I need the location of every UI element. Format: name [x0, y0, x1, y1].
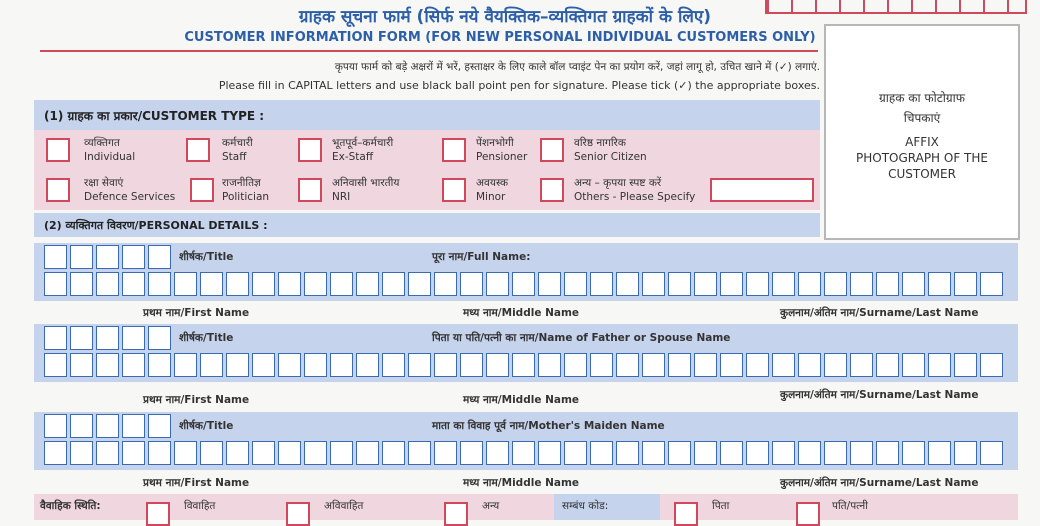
char-cell[interactable]: [356, 441, 379, 465]
char-cell[interactable]: [382, 272, 405, 296]
first-name-label: प्रथम नाम/First Name: [143, 394, 250, 406]
char-cell[interactable]: [746, 272, 769, 296]
title-cells[interactable]: [44, 326, 174, 350]
char-cell[interactable]: [460, 272, 483, 296]
father-checkbox[interactable]: [674, 502, 698, 526]
char-cell[interactable]: [174, 272, 197, 296]
char-cell[interactable]: [798, 441, 821, 465]
char-cell[interactable]: [330, 353, 353, 377]
char-cell[interactable]: [980, 441, 1003, 465]
marital-status-label: वैवाहिक स्थिति:: [40, 500, 101, 512]
title-cells[interactable]: [44, 414, 174, 438]
form-title-english: CUSTOMER INFORMATION FORM (FOR NEW PERSONAL INDIVIDUAL CUSTOMERS ONLY): [184, 30, 816, 45]
char-cell[interactable]: [252, 272, 275, 296]
char-cell[interactable]: [96, 272, 119, 296]
char-cell[interactable]: [590, 353, 613, 377]
unmarried-checkbox[interactable]: [286, 502, 310, 526]
surname-label: कुलनाम/अंतिम नाम/Surname/Last Name: [780, 307, 979, 319]
char-cell[interactable]: [96, 353, 119, 377]
char-cell[interactable]: [70, 272, 93, 296]
char-cell[interactable]: [850, 353, 873, 377]
char-cell[interactable]: [278, 272, 301, 296]
father-spouse-cells[interactable]: [44, 353, 1006, 377]
others-specify-field[interactable]: [710, 178, 814, 202]
char-cell[interactable]: [954, 353, 977, 377]
char-cell[interactable]: [616, 272, 639, 296]
char-cell[interactable]: [642, 353, 665, 377]
checkbox[interactable]: [46, 178, 70, 202]
char-cell[interactable]: [434, 353, 457, 377]
char-cell[interactable]: [850, 272, 873, 296]
full-name-label: पूरा नाम/Full Name:: [432, 251, 531, 263]
char-cell[interactable]: [486, 272, 509, 296]
char-cell[interactable]: [148, 441, 171, 465]
char-cell[interactable]: [382, 441, 405, 465]
char-cell[interactable]: [148, 353, 171, 377]
char-cell[interactable]: [798, 353, 821, 377]
char-cell[interactable]: [122, 441, 145, 465]
middle-name-label: मध्य नाम/Middle Name: [463, 307, 580, 319]
char-cell[interactable]: [928, 272, 951, 296]
checkbox[interactable]: [298, 178, 322, 202]
char-cell[interactable]: [382, 353, 405, 377]
char-cell[interactable]: [148, 272, 171, 296]
instruction-english: Please fill in CAPITAL letters and use black ball point pen for signature. Please tick (✓) the appropriate boxes.: [218, 79, 820, 92]
relation-code-cell: [554, 494, 660, 520]
char-cell[interactable]: [850, 441, 873, 465]
char-cell[interactable]: [928, 441, 951, 465]
mother-maiden-cells[interactable]: [44, 441, 1006, 465]
char-cell[interactable]: [590, 441, 613, 465]
char-cell[interactable]: [44, 272, 67, 296]
char-cell[interactable]: [694, 353, 717, 377]
middle-name-label: मध्य नाम/Middle Name: [463, 394, 580, 406]
checkbox[interactable]: [46, 138, 70, 162]
char-cell[interactable]: [330, 441, 353, 465]
spouse-label: पति/पत्नी: [832, 500, 868, 512]
char-cell[interactable]: [746, 441, 769, 465]
char-cell[interactable]: [616, 441, 639, 465]
char-cell[interactable]: [96, 441, 119, 465]
char-cell[interactable]: [902, 441, 925, 465]
checkbox[interactable]: [442, 138, 466, 162]
middle-name-label: मध्य नाम/Middle Name: [463, 477, 580, 489]
char-cell[interactable]: [174, 353, 197, 377]
surname-label: कुलनाम/अंतिम नाम/Surname/Last Name: [780, 477, 979, 489]
char-cell[interactable]: [954, 441, 977, 465]
char-cell[interactable]: [694, 441, 717, 465]
char-cell[interactable]: [512, 441, 535, 465]
char-cell[interactable]: [772, 441, 795, 465]
full-name-block: [34, 243, 1018, 301]
char-cell[interactable]: [174, 441, 197, 465]
char-cell[interactable]: [538, 272, 561, 296]
char-cell[interactable]: [200, 353, 223, 377]
char-cell[interactable]: [954, 272, 977, 296]
checkbox[interactable]: [442, 178, 466, 202]
char-cell[interactable]: [642, 441, 665, 465]
char-cell[interactable]: [668, 272, 691, 296]
checkbox[interactable]: [186, 138, 210, 162]
char-cell[interactable]: [226, 441, 249, 465]
char-cell[interactable]: [824, 272, 847, 296]
char-cell[interactable]: [668, 441, 691, 465]
char-cell[interactable]: [564, 441, 587, 465]
checkbox[interactable]: [540, 138, 564, 162]
mother-maiden-label: माता का विवाह पूर्व नाम/Mother's Maiden Name: [432, 420, 665, 432]
char-cell[interactable]: [902, 353, 925, 377]
mother-maiden-block: [34, 412, 1018, 470]
char-cell[interactable]: [278, 441, 301, 465]
married-checkbox[interactable]: [146, 502, 170, 526]
form-title-hindi: ग्राहक सूचना फार्म (सिर्फ नये वैयक्तिक–व्यक्तिगत ग्राहकों के लिए): [298, 7, 712, 27]
title-label: शीर्षक/Title: [179, 251, 234, 263]
char-cell[interactable]: [538, 353, 561, 377]
char-cell[interactable]: [434, 441, 457, 465]
char-cell[interactable]: [876, 353, 899, 377]
customer-type-options: व्यक्तिगत Individual कर्मचारी Staff भूतपूर्व–कर्मचारी Ex-Staff पेंशनभोगी Pensioner वरिष्ठ नागरिक Senior Citizen रक्षा सेवाएं Defence Services राजनीतिज्ञ Politician अनिवासी भारतीय NRI अवयस्क Minor अन्य – कृपया स्पष्ट करें Others - Please Specify: [34, 130, 820, 210]
title-label: शीर्षक/Title: [179, 332, 234, 344]
title-underline: [40, 50, 818, 52]
char-cell[interactable]: [538, 441, 561, 465]
char-cell[interactable]: [876, 272, 899, 296]
father-label: पिता: [712, 500, 730, 512]
checkbox[interactable]: [190, 178, 214, 202]
instruction-hindi: कृपया फार्म को बड़े अक्षरों में भरें, हस्ताक्षर के लिए काले बॉल प्वाइंट पेन का प्रयोग करें, जहां लागू हो, उचित खाने में (✓) लगाएं.: [334, 61, 820, 73]
char-cell[interactable]: [304, 441, 327, 465]
char-cell[interactable]: [824, 353, 847, 377]
photograph-box[interactable]: [824, 24, 1020, 240]
char-cell[interactable]: [798, 272, 821, 296]
char-cell[interactable]: [720, 441, 743, 465]
char-cell[interactable]: [408, 441, 431, 465]
char-cell[interactable]: [356, 353, 379, 377]
char-cell[interactable]: [486, 441, 509, 465]
char-cell[interactable]: [434, 272, 457, 296]
marital-status-row: [34, 494, 1018, 520]
char-cell[interactable]: [252, 441, 275, 465]
char-cell[interactable]: [642, 272, 665, 296]
checkbox[interactable]: [298, 138, 322, 162]
father-spouse-label: पिता या पति/पत्नी का नाम/Name of Father or Spouse Name: [432, 332, 731, 344]
full-name-cells[interactable]: [44, 272, 1006, 296]
char-cell[interactable]: [512, 272, 535, 296]
char-cell[interactable]: [252, 353, 275, 377]
customer-type-header: (1) ग्राहक का प्रकार/CUSTOMER TYPE :: [34, 100, 820, 130]
char-cell[interactable]: [980, 353, 1003, 377]
relation-code-label: सम्बंध कोड:: [562, 500, 609, 512]
char-cell[interactable]: [44, 353, 67, 377]
other-label: अन्य: [482, 500, 500, 512]
photo-label-english: AFFIX PHOTOGRAPH OF THE CUSTOMER: [855, 135, 988, 181]
title-cells[interactable]: [44, 245, 174, 269]
father-spouse-block: [34, 324, 1018, 382]
first-name-label: प्रथम नाम/First Name: [143, 477, 250, 489]
char-cell[interactable]: [824, 441, 847, 465]
photo-label-hindi: ग्राहक का फोटोग्राफ चिपकाएं: [878, 91, 966, 125]
char-cell[interactable]: [590, 272, 613, 296]
char-cell[interactable]: [304, 272, 327, 296]
surname-label: कुलनाम/अंतिम नाम/Surname/Last Name: [780, 389, 979, 401]
char-cell[interactable]: [278, 353, 301, 377]
char-cell[interactable]: [122, 272, 145, 296]
char-cell[interactable]: [720, 353, 743, 377]
char-cell[interactable]: [460, 353, 483, 377]
char-cell[interactable]: [668, 353, 691, 377]
char-cell[interactable]: [720, 272, 743, 296]
char-cell[interactable]: [408, 272, 431, 296]
char-cell[interactable]: [564, 272, 587, 296]
checkbox[interactable]: [540, 178, 564, 202]
char-cell[interactable]: [616, 353, 639, 377]
char-cell[interactable]: [980, 272, 1003, 296]
char-cell[interactable]: [772, 272, 795, 296]
char-cell[interactable]: [122, 353, 145, 377]
char-cell[interactable]: [70, 353, 93, 377]
char-cell[interactable]: [44, 441, 67, 465]
char-cell[interactable]: [772, 353, 795, 377]
char-cell[interactable]: [70, 441, 93, 465]
char-cell[interactable]: [200, 272, 223, 296]
char-cell[interactable]: [486, 353, 509, 377]
char-cell[interactable]: [746, 353, 769, 377]
char-cell[interactable]: [226, 272, 249, 296]
char-cell[interactable]: [408, 353, 431, 377]
char-cell[interactable]: [226, 353, 249, 377]
char-cell[interactable]: [460, 441, 483, 465]
first-name-label: प्रथम नाम/First Name: [143, 307, 250, 319]
char-cell[interactable]: [902, 272, 925, 296]
char-cell[interactable]: [304, 353, 327, 377]
personal-details-header: (2) व्यक्तिगत विवरण/PERSONAL DETAILS :: [34, 213, 820, 237]
char-cell[interactable]: [330, 272, 353, 296]
spouse-checkbox[interactable]: [796, 502, 820, 526]
char-cell[interactable]: [928, 353, 951, 377]
unmarried-label: अविवाहित: [324, 500, 364, 512]
char-cell[interactable]: [512, 353, 535, 377]
char-cell[interactable]: [564, 353, 587, 377]
title-label: शीर्षक/Title: [179, 420, 234, 432]
char-cell[interactable]: [356, 272, 379, 296]
char-cell[interactable]: [200, 441, 223, 465]
char-cell[interactable]: [876, 441, 899, 465]
char-cell[interactable]: [694, 272, 717, 296]
married-label: विवाहित: [184, 500, 216, 512]
other-checkbox[interactable]: [444, 502, 468, 526]
